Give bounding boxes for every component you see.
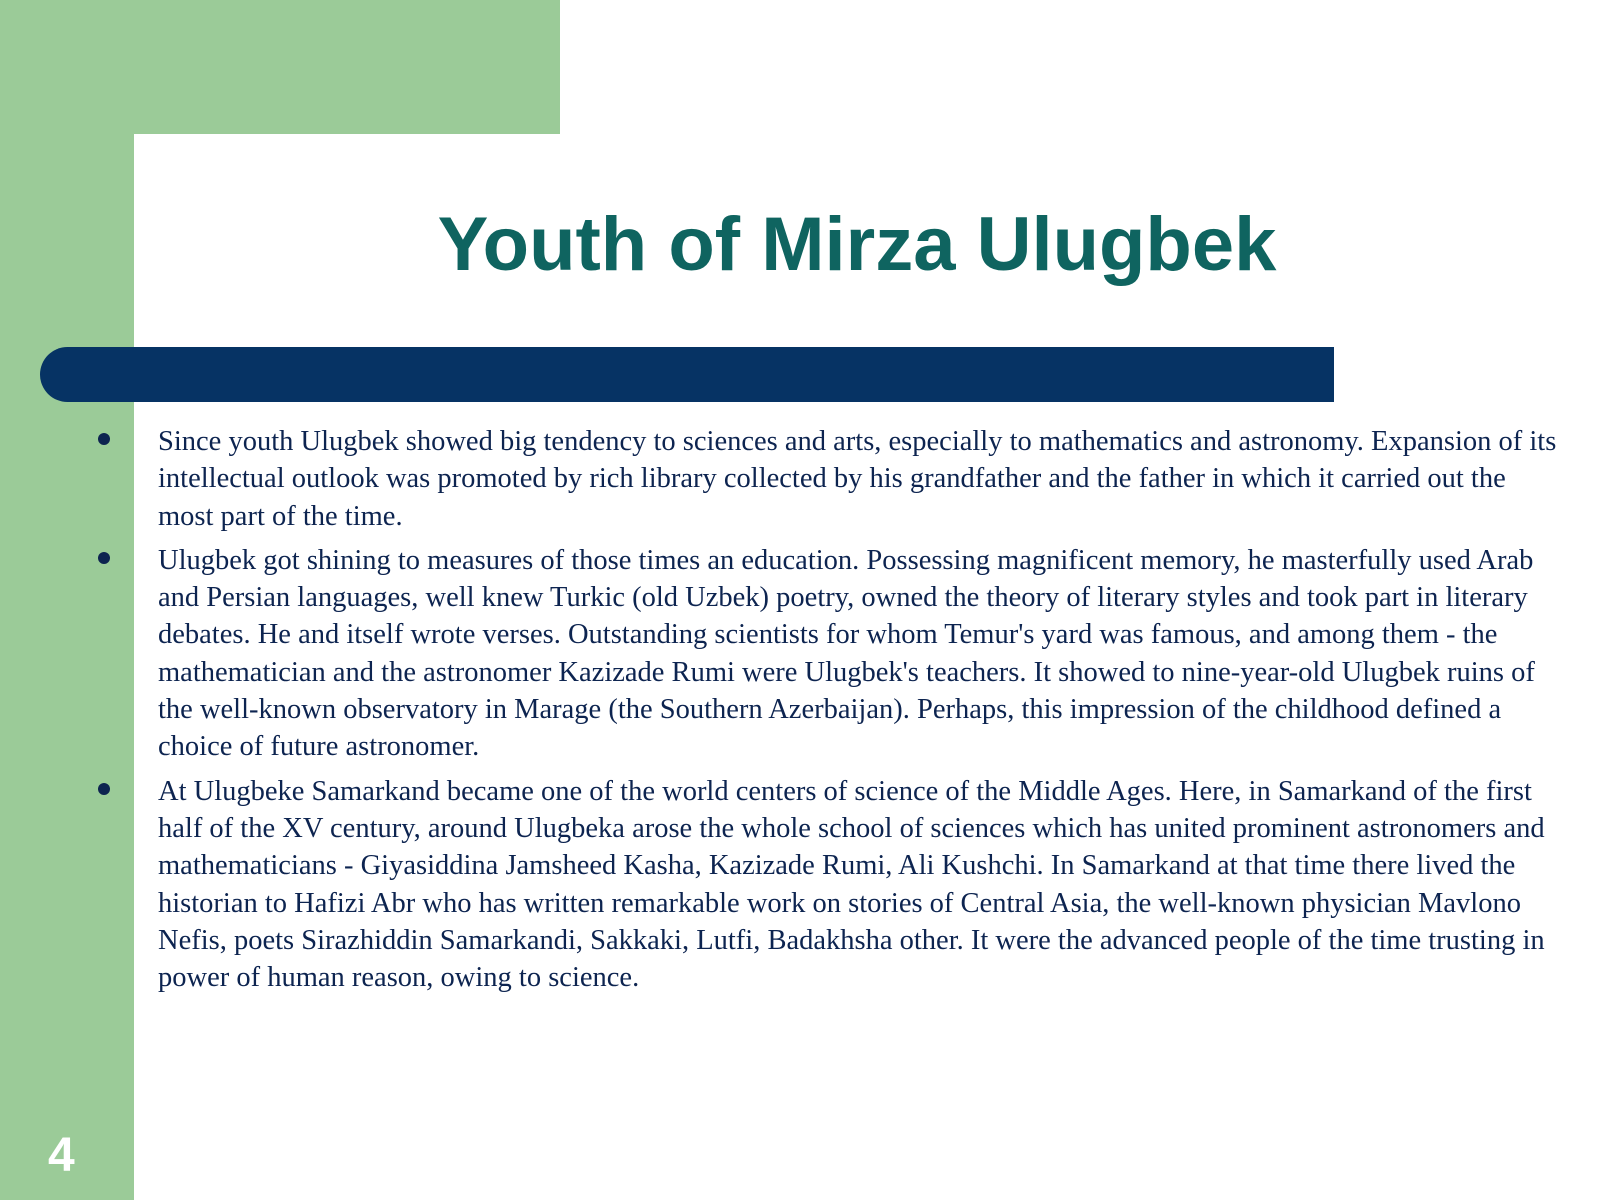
- bullet-dot-icon: [98, 783, 110, 795]
- title-underline-bar: [40, 347, 1334, 402]
- bullet-item: [90, 542, 1560, 766]
- bullet-item: [90, 773, 1560, 997]
- bullet-dot-icon: [98, 433, 110, 445]
- slide-number: 4: [48, 1129, 75, 1182]
- bullet-text: At Ulugbeke Samarkand became one of the world centers of science of the Middle Ages. Here, in Samarkand of the first half of the XV century, around Ulugbeka arose the whole school of sciences which has united prominent astronomers and mathematicians - Giyasiddina Jamsheed Kasha, Kazizade Rumi, Ali Kushchi. In Samarkand at that time there lived the historian to Hafizi Abr who has written remarkable work on stories of Central Asia, the well-known physician Mavlono Nefis, poets Sirazhiddin Samarkandi, Sakkaki, Lutfi, Badakhsha other. It were the advanced people of the time trusting in power of human reason, owing to science.: [158, 775, 1545, 994]
- bullet-list: [90, 423, 1560, 1003]
- bullet-dot-icon: [98, 552, 110, 564]
- slide-title: Youth of Mirza Ulugbek: [437, 202, 1277, 287]
- bullet-text: Ulugbek got shining to measures of those times an education. Possessing magnificent memory, he masterfully used Arab and Persian languages, well knew Turkic (old Uzbek) poetry, owned the theory of literary styles and took part in literary debates. He and itself wrote verses. Outstanding scientists for whom Temur's yard was famous, and among them - the mathematician and the astronomer Kazizade Rumi were Ulugbek's teachers. It showed to nine-year-old Ulugbek ruins of the well-known observatory in Marage (the Southern Azerbaijan). Perhaps, this impression of the childhood defined a choice of future astronomer.: [158, 544, 1535, 763]
- bullet-item: [90, 423, 1560, 535]
- bullet-text: Since youth Ulugbek showed big tendency to sciences and arts, especially to mathematics and astronomy. Expansion of its intellectual outlook was promoted by rich library collected by his grandfather and the father in which it carried out the most part of the time.: [158, 426, 1557, 532]
